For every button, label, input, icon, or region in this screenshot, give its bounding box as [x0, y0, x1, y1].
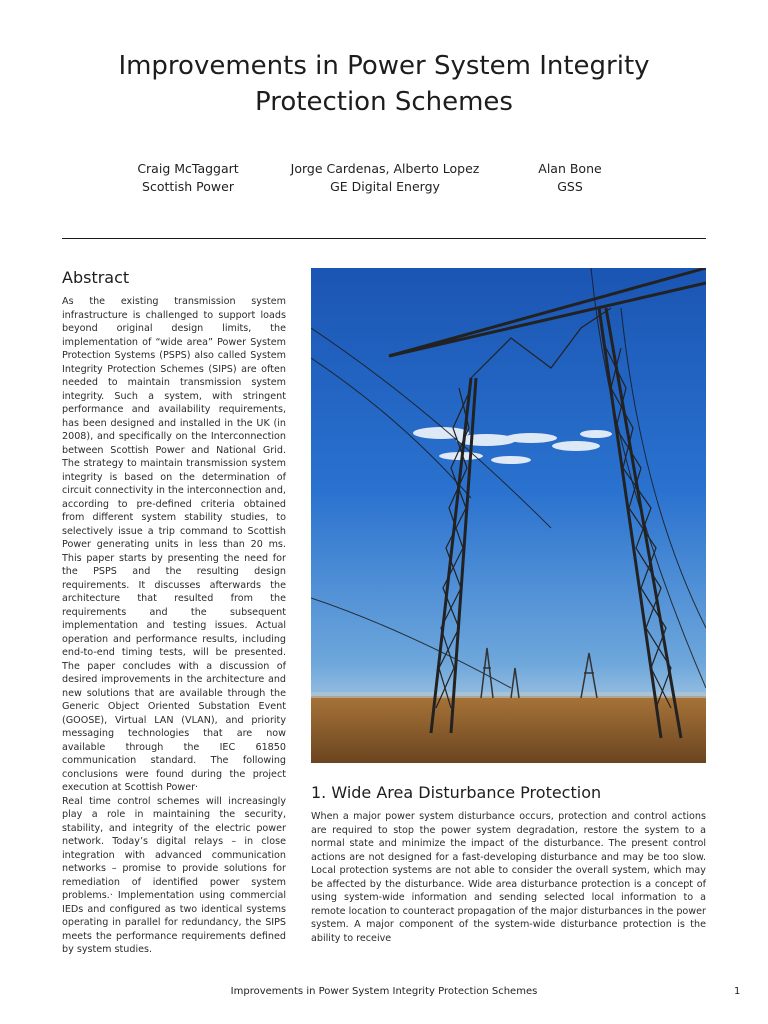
abstract-body	[62, 295, 286, 957]
running-footer-title: Improvements in Power System Integrity Protection Schemes	[230, 986, 538, 997]
abstract-heading: Abstract	[62, 268, 130, 287]
author-name: Alan Bone	[538, 161, 602, 176]
section-1-heading: 1. Wide Area Disturbance Protection	[311, 783, 602, 802]
title-line-2: Protection Schemes	[255, 87, 513, 117]
abstract-paragraph-1: As the existing transmission system infrastructure is challenged to support loads beyond original design limits, the implementation of “wide area” Power System Protection Systems (PSPS) also called System Integrity Protection Schemes (SIPS) are often needed to maintain transmission system integrity. Such a system, with stringent performance and availability requirements, has been designed and installed in the UK (in 2008), and specifically on the Interconnection between Scottish Power and National Grid. The strategy to maintain transmission system integrity is based on the determination of circuit connectivity in the interconnection and, according to pre-defined criteria obtained from different system stability studies, to selectively issue a trip command to Scottish Power generating units in less than 20 ms. This paper starts by presenting the need for the PSPS and the resulting design requirements. It discusses afterwards the architecture that resulted from the requirements and the subsequent implementation and testing issues. Actual operation and performance results, including end-to-end timing tests, will be presented. The paper concludes with a discussion of desired improvements in the architecture and new solutions that are available through the Generic Object Oriented Substation Event (GOOSE), Virtual LAN (VLAN), and priority messaging technologies that are now available through the IEC 61850 communication standard. The following conclusions were found during the project execution at Scottish Power·	[62, 296, 286, 793]
author-block-2	[280, 160, 490, 196]
author-org: GSS	[557, 179, 583, 194]
abstract-paragraph-2: Real time control schemes will increasingly play a role in maintaining the security, stability, and integrity of the electric power network. Today’s digital relays – in close integration with advanced communication networks – promise to provide solutions for remediation of identified power system problems.· Implementation using commercial IEDs and configured as two identical systems operating in parallel for redundancy, the SIPS meets the performance requirements defined by system studies.	[62, 795, 286, 955]
author-block-3	[510, 160, 630, 196]
author-name: Craig McTaggart	[137, 161, 239, 176]
page-number: 1	[734, 986, 741, 997]
header-divider	[62, 238, 706, 239]
paper-title	[60, 48, 708, 120]
transmission-tower-photo	[311, 268, 706, 763]
author-block-1	[118, 160, 258, 196]
author-name: Jorge Cardenas, Alberto Lopez	[290, 161, 480, 176]
title-line-1: Improvements in Power System Integrity	[118, 51, 650, 81]
section-1-body: When a major power system disturbance occurs, protection and control actions are required to stop the power system degradation, restore the system to a normal state and minimize the impact of the disturbance. The present control actions are not designed for a fast-developing disturbance and may be too slow. Local protection systems are not able to consider the overall system, which may be affected by the disturbance. Wide area disturbance protection is a concept of using system-wide information and sending selected local information to a remote location to counteract propagation of the major disturbances in the power system. A major component of the system-wide disturbance protection is the ability to receive	[311, 811, 706, 944]
author-org: Scottish Power	[142, 179, 234, 194]
author-org: GE Digital Energy	[330, 179, 440, 194]
